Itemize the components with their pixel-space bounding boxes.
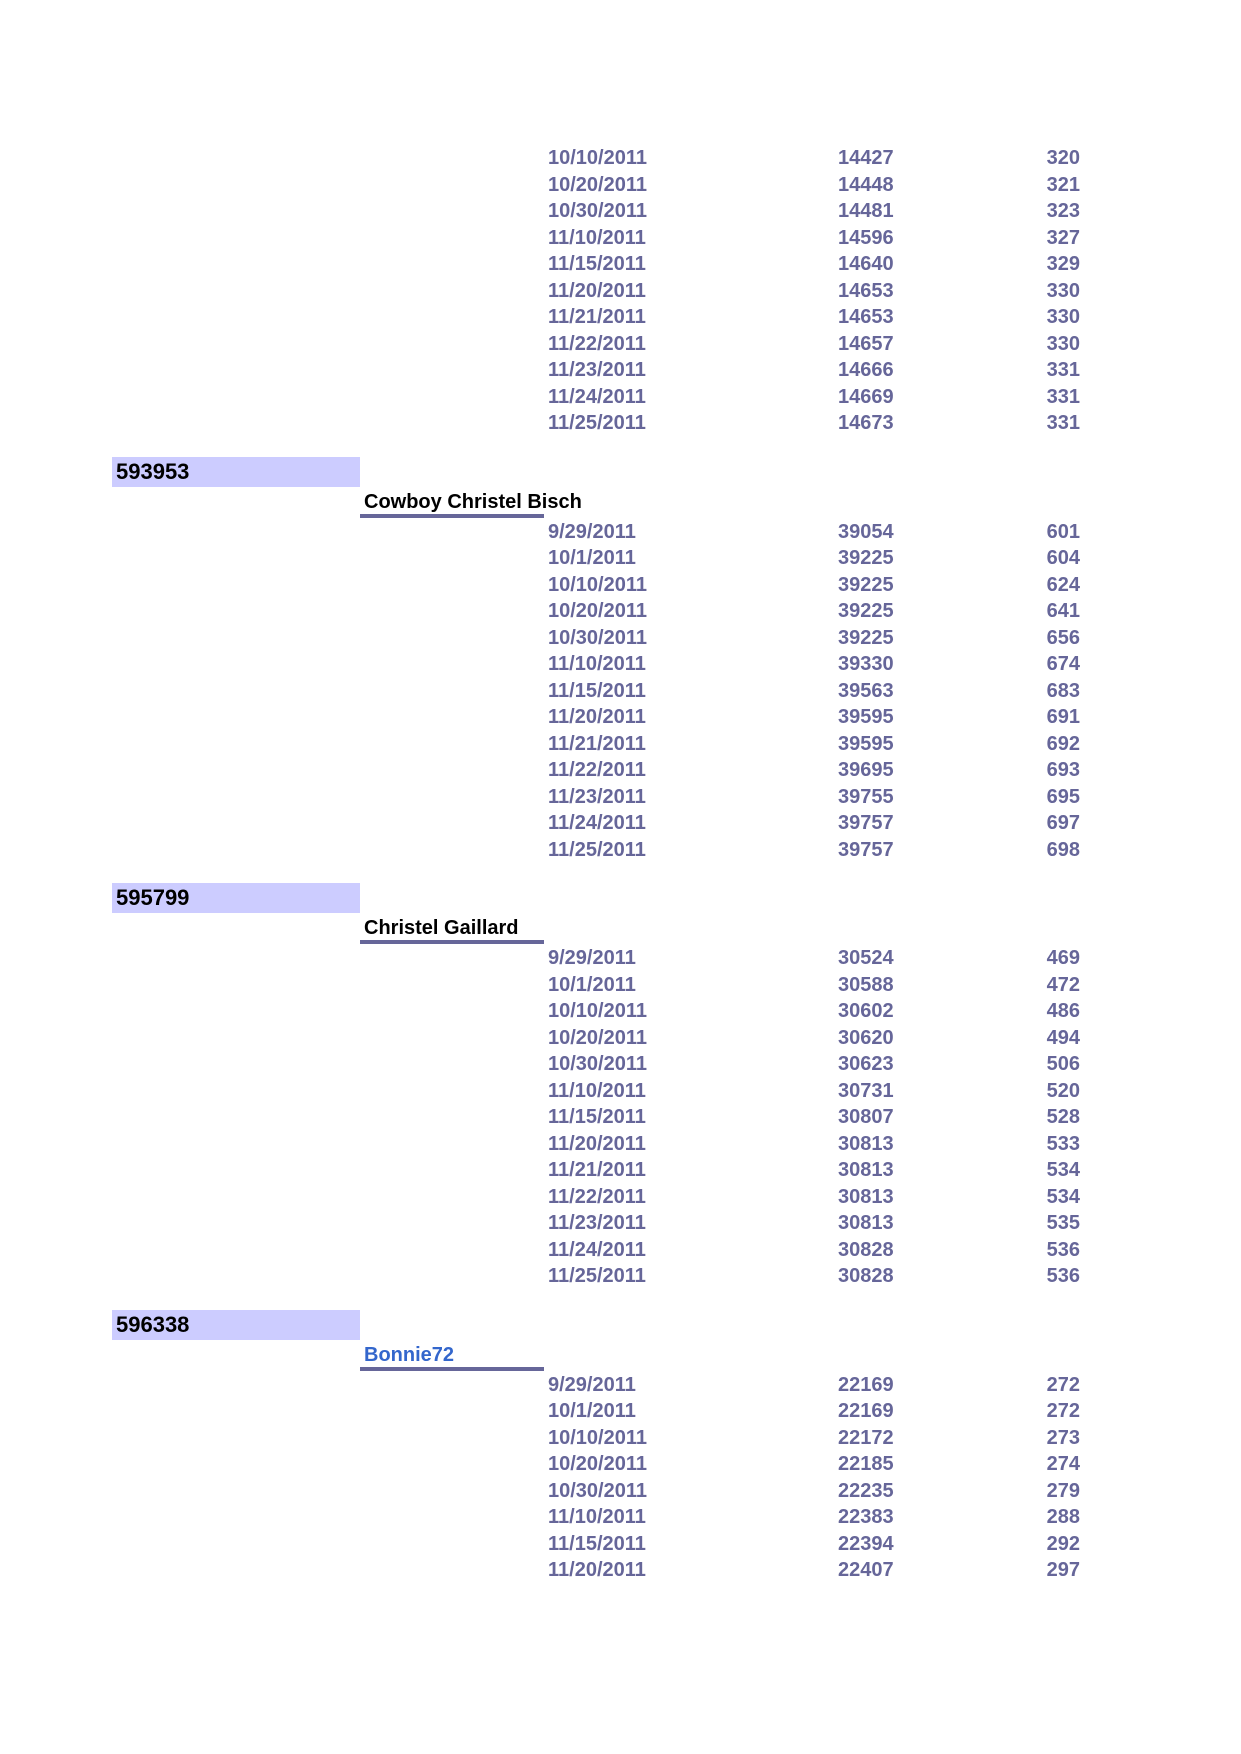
row-date: 11/22/2011 — [548, 332, 646, 355]
table-row — [0, 731, 1241, 758]
row-total: 30623 — [838, 1053, 894, 1075]
row-total: 39225 — [838, 626, 894, 649]
section-id-cell: 595799 — [112, 883, 360, 913]
row-date: 10/1/2011 — [548, 1400, 636, 1422]
table-row — [0, 1451, 1241, 1478]
table-row — [0, 572, 1241, 599]
table-row — [0, 1025, 1241, 1052]
row-total: 39225 — [838, 547, 894, 569]
table-row — [0, 837, 1241, 864]
row-count: 536 — [1046, 1265, 1080, 1287]
table-row — [0, 998, 1241, 1025]
table-row — [0, 810, 1241, 837]
row-total: 22172 — [838, 1426, 894, 1449]
table-row — [0, 1184, 1241, 1211]
table-row — [0, 1504, 1241, 1531]
name-underline-rule — [360, 1367, 544, 1371]
table-row — [0, 757, 1241, 784]
row-date: 11/15/2011 — [548, 1106, 646, 1128]
row-date: 11/21/2011 — [548, 306, 646, 328]
row-count: 274 — [1046, 1453, 1080, 1475]
row-count: 331 — [1046, 359, 1080, 381]
row-count: 695 — [1046, 785, 1080, 808]
table-row — [0, 972, 1241, 999]
table-row — [0, 1398, 1241, 1425]
row-count: 697 — [1046, 812, 1080, 834]
table-row — [0, 1157, 1241, 1184]
row-date: 9/29/2011 — [548, 947, 636, 969]
row-total: 30588 — [838, 973, 894, 996]
row-total: 39225 — [838, 600, 894, 622]
row-date: 11/15/2011 — [548, 1532, 646, 1555]
row-total: 14640 — [838, 253, 894, 275]
table-row — [0, 251, 1241, 278]
table-row — [0, 198, 1241, 225]
table-row — [0, 1557, 1241, 1584]
table-row — [0, 519, 1241, 546]
row-date: 11/20/2011 — [548, 1132, 646, 1155]
row-total: 30602 — [838, 1000, 894, 1022]
row-date: 10/30/2011 — [548, 626, 647, 649]
table-row — [0, 945, 1241, 972]
row-date: 10/20/2011 — [548, 1026, 647, 1049]
row-count: 698 — [1046, 838, 1080, 861]
row-total: 30524 — [838, 947, 894, 969]
row-count: 683 — [1046, 679, 1080, 702]
row-total: 22169 — [838, 1373, 894, 1396]
row-count: 520 — [1046, 1079, 1080, 1102]
section-id-cell: 596338 — [112, 1310, 360, 1340]
row-date: 11/23/2011 — [548, 1212, 646, 1234]
row-total: 30620 — [838, 1026, 894, 1049]
row-total: 22383 — [838, 1506, 894, 1528]
table-row — [0, 1425, 1241, 1452]
row-total: 39595 — [838, 706, 894, 728]
table-row — [0, 651, 1241, 678]
row-date: 10/30/2011 — [548, 1479, 647, 1502]
row-count: 656 — [1046, 626, 1080, 649]
row-date: 11/21/2011 — [548, 1159, 646, 1181]
name-underline-rule — [360, 940, 544, 944]
table-row — [0, 1263, 1241, 1290]
row-total: 22407 — [838, 1559, 894, 1581]
row-date: 9/29/2011 — [548, 1373, 636, 1396]
table-row — [0, 410, 1241, 437]
row-date: 11/20/2011 — [548, 1559, 646, 1581]
table-row — [0, 784, 1241, 811]
row-count: 320 — [1046, 147, 1080, 169]
row-date: 9/29/2011 — [548, 520, 636, 543]
table-row — [0, 1531, 1241, 1558]
row-total: 30807 — [838, 1106, 894, 1128]
row-count: 692 — [1046, 732, 1080, 755]
row-date: 11/15/2011 — [548, 253, 646, 275]
row-count: 535 — [1046, 1212, 1080, 1234]
row-date: 10/1/2011 — [548, 973, 636, 996]
row-date: 11/23/2011 — [548, 785, 646, 808]
row-total: 14666 — [838, 359, 894, 381]
row-total: 14653 — [838, 279, 894, 302]
row-total: 39330 — [838, 653, 894, 675]
row-total: 14448 — [838, 173, 894, 196]
table-row — [0, 304, 1241, 331]
row-total: 14596 — [838, 226, 894, 249]
row-total: 14427 — [838, 147, 894, 169]
row-count: 292 — [1046, 1532, 1080, 1555]
row-date: 11/10/2011 — [548, 226, 646, 249]
row-date: 11/10/2011 — [548, 1079, 646, 1102]
table-row — [0, 225, 1241, 252]
row-total: 39757 — [838, 812, 894, 834]
row-date: 10/1/2011 — [548, 547, 636, 569]
row-count: 494 — [1046, 1026, 1080, 1049]
row-count: 297 — [1046, 1559, 1080, 1581]
row-date: 10/20/2011 — [548, 173, 647, 196]
row-date: 11/10/2011 — [548, 653, 646, 675]
row-count: 330 — [1046, 279, 1080, 302]
row-date: 11/10/2011 — [548, 1506, 646, 1528]
row-date: 10/10/2011 — [548, 147, 647, 169]
row-total: 30813 — [838, 1132, 894, 1155]
row-date: 11/20/2011 — [548, 706, 646, 728]
row-total: 30813 — [838, 1185, 894, 1208]
table-row — [0, 357, 1241, 384]
row-count: 331 — [1046, 385, 1080, 408]
table-row — [0, 1478, 1241, 1505]
row-date: 11/23/2011 — [548, 359, 646, 381]
table-row — [0, 331, 1241, 358]
row-date: 10/30/2011 — [548, 200, 647, 222]
row-date: 11/22/2011 — [548, 1185, 646, 1208]
row-total: 14653 — [838, 306, 894, 328]
row-count: 533 — [1046, 1132, 1080, 1155]
table-row — [0, 1237, 1241, 1264]
table-row — [0, 145, 1241, 172]
row-count: 506 — [1046, 1053, 1080, 1075]
row-date: 11/24/2011 — [548, 385, 646, 408]
row-count: 534 — [1046, 1185, 1080, 1208]
table-row — [0, 598, 1241, 625]
name-underline-rule — [360, 514, 544, 518]
row-date: 11/24/2011 — [548, 812, 646, 834]
row-count: 674 — [1046, 653, 1080, 675]
table-row — [0, 1210, 1241, 1237]
row-count: 534 — [1046, 1159, 1080, 1181]
row-count: 327 — [1046, 226, 1080, 249]
row-date: 11/20/2011 — [548, 279, 646, 302]
table-row — [0, 1131, 1241, 1158]
row-date: 10/20/2011 — [548, 1453, 647, 1475]
row-count: 536 — [1046, 1238, 1080, 1261]
row-count: 321 — [1046, 173, 1080, 196]
row-total: 14673 — [838, 412, 894, 434]
row-total: 30813 — [838, 1212, 894, 1234]
row-total: 39695 — [838, 759, 894, 781]
table-row — [0, 1104, 1241, 1131]
section-id-cell: 593953 — [112, 457, 360, 487]
row-date: 11/25/2011 — [548, 838, 646, 861]
table-row — [0, 678, 1241, 705]
row-count: 601 — [1046, 520, 1080, 543]
row-total: 22235 — [838, 1479, 894, 1502]
row-total: 30731 — [838, 1079, 894, 1102]
row-date: 11/25/2011 — [548, 1265, 646, 1287]
row-total: 14481 — [838, 200, 894, 222]
row-total: 39054 — [838, 520, 894, 543]
row-date: 10/20/2011 — [548, 600, 647, 622]
row-date: 10/10/2011 — [548, 1426, 647, 1449]
row-total: 14657 — [838, 332, 894, 355]
row-count: 329 — [1046, 253, 1080, 275]
row-count: 331 — [1046, 412, 1080, 434]
row-total: 22185 — [838, 1453, 894, 1475]
row-date: 11/15/2011 — [548, 679, 646, 702]
row-count: 288 — [1046, 1506, 1080, 1528]
row-count: 272 — [1046, 1400, 1080, 1422]
row-count: 624 — [1046, 573, 1080, 596]
row-total: 30828 — [838, 1265, 894, 1287]
row-total: 22394 — [838, 1532, 894, 1555]
row-date: 11/22/2011 — [548, 759, 646, 781]
section-name: Christel Gaillard — [364, 917, 519, 939]
table-row — [0, 1372, 1241, 1399]
row-count: 273 — [1046, 1426, 1080, 1449]
row-date: 11/25/2011 — [548, 412, 646, 434]
table-row — [0, 704, 1241, 731]
row-count: 691 — [1046, 706, 1080, 728]
row-total: 39595 — [838, 732, 894, 755]
row-count: 272 — [1046, 1373, 1080, 1396]
row-date: 10/10/2011 — [548, 573, 647, 596]
row-count: 279 — [1046, 1479, 1080, 1502]
row-total: 30828 — [838, 1238, 894, 1261]
row-count: 330 — [1046, 306, 1080, 328]
row-total: 30813 — [838, 1159, 894, 1181]
table-row — [0, 625, 1241, 652]
table-row — [0, 1078, 1241, 1105]
row-count: 469 — [1046, 947, 1080, 969]
row-count: 604 — [1046, 547, 1080, 569]
table-row — [0, 545, 1241, 572]
row-date: 11/21/2011 — [548, 732, 646, 755]
row-total: 22169 — [838, 1400, 894, 1422]
table-row — [0, 278, 1241, 305]
row-date: 10/10/2011 — [548, 1000, 647, 1022]
row-date: 11/24/2011 — [548, 1238, 646, 1261]
row-date: 10/30/2011 — [548, 1053, 647, 1075]
row-count: 486 — [1046, 1000, 1080, 1022]
row-total: 14669 — [838, 385, 894, 408]
table-row — [0, 384, 1241, 411]
section-name: Cowboy Christel Bisch — [364, 490, 582, 513]
row-count: 528 — [1046, 1106, 1080, 1128]
section-name-link[interactable]: Bonnie72 — [364, 1343, 455, 1366]
table-row — [0, 1051, 1241, 1078]
row-count: 330 — [1046, 332, 1080, 355]
row-total: 39225 — [838, 573, 894, 596]
table-row — [0, 172, 1241, 199]
row-total: 39755 — [838, 785, 894, 808]
row-count: 693 — [1046, 759, 1080, 781]
row-count: 641 — [1046, 600, 1080, 622]
row-total: 39563 — [838, 679, 894, 702]
row-count: 323 — [1046, 200, 1080, 222]
row-total: 39757 — [838, 838, 894, 861]
row-count: 472 — [1046, 973, 1080, 996]
